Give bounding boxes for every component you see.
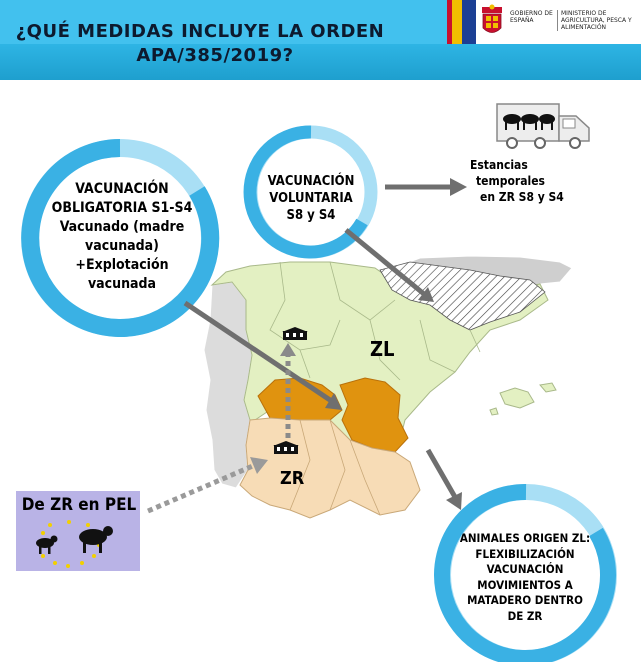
zl-origin-line4: MOVIMIENTOS A: [477, 577, 573, 592]
zl-origin-line3: VACUNACIÓN: [486, 562, 564, 576]
mandatory-vaccination-line2: OBLIGATORIA S1-S4: [51, 200, 193, 216]
temporary-stays-line2: temporales: [476, 174, 545, 188]
voluntary-vaccination-line2: VOLUNTARIA: [269, 191, 353, 206]
logo-government-text: GOBIERNO DE ESPAÑA: [510, 10, 553, 24]
arrow-to-zl-origin: [428, 450, 455, 497]
mandatory-vaccination-line1: VACUNACIÓN: [75, 181, 169, 197]
page-title-line2: APA/385/2019?: [136, 45, 294, 66]
zl-origin-line2: FLEXIBILIZACIÓN: [475, 546, 575, 561]
zl-origin-line5: MATADERO DENTRO: [467, 593, 583, 607]
zl-origin-text: [445, 531, 605, 624]
mandatory-vaccination-line6: vacunada: [87, 276, 157, 292]
voluntary-vaccination-line1: VACUNACIÓN: [267, 174, 355, 189]
mandatory-vaccination-line3: Vacunado (madre: [59, 219, 185, 235]
voluntary-vaccination-line3: S8 y S4: [286, 208, 336, 223]
mandatory-vaccination-line5: +Explotación: [75, 257, 169, 273]
temporary-stays-text: [470, 157, 590, 205]
mandatory-vaccination-line4: vacunada): [85, 238, 159, 254]
zl-origin-line6: DE ZR: [507, 608, 543, 623]
pel-label: De ZR en PEL: [21, 495, 137, 515]
balearic-islands: [490, 383, 556, 415]
mandatory-vaccination-text: [42, 180, 202, 294]
temporary-stays-line3: en ZR S8 y S4: [480, 190, 564, 204]
zl-map-label: ZL: [370, 337, 395, 361]
truck-icon: [497, 104, 589, 148]
zl-origin-line1: ANIMALES ORIGEN ZL:: [459, 531, 591, 545]
page-title-line1: ¿QUÉ MEDIDAS INCLUYE LA ORDEN: [15, 21, 385, 42]
zr-map-label: ZR: [280, 468, 305, 489]
temporary-stays-line1: Estancias: [470, 158, 528, 172]
voluntary-vaccination-text: [246, 173, 376, 224]
portugal-region: [204, 282, 252, 488]
logo-ministry-text: MINISTERIO DE AGRICULTURA, PESCA Y ALIMENTACIÓN: [557, 10, 641, 31]
